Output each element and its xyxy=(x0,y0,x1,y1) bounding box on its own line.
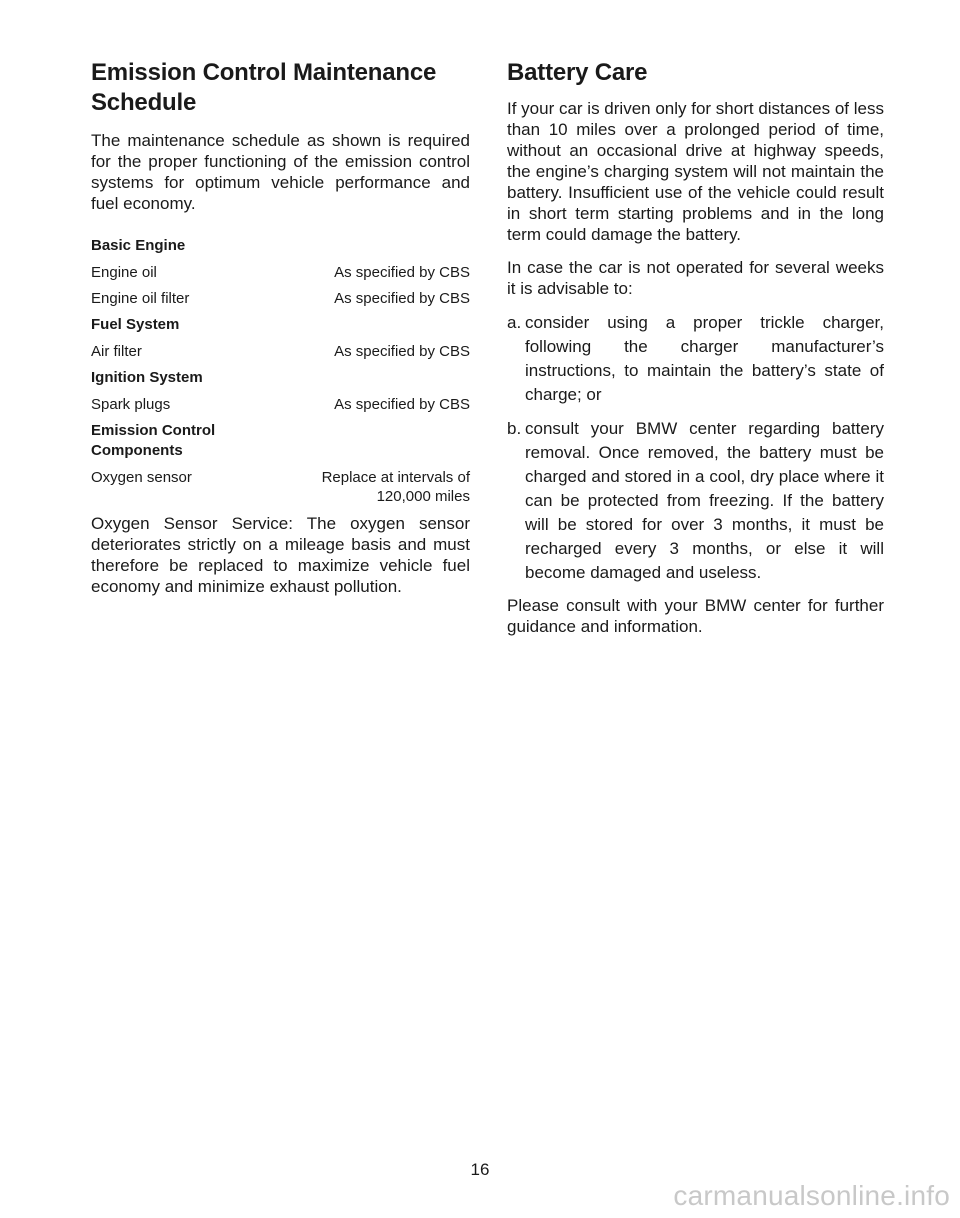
section-emission-control-components xyxy=(91,421,470,461)
section-line-1: Emission Control xyxy=(91,422,216,439)
item-label: Engine oil filter xyxy=(91,290,190,307)
schedule-row-engine-oil-filter xyxy=(91,289,470,308)
item-value: As specified by CBS xyxy=(334,290,470,307)
battery-paragraph-2: In case the car is not operated for several weeks it is advisable to: xyxy=(507,258,884,298)
item-value: As specified by CBS xyxy=(334,343,470,360)
battery-paragraph-3: Please consult with your BMW center for further guidance and information. xyxy=(507,596,884,636)
battery-advice-list xyxy=(507,311,884,585)
section-ignition-system: Ignition System xyxy=(91,369,203,386)
section-fuel-system: Fuel System xyxy=(91,316,180,333)
heading-line-1: Emission Control Maintenance xyxy=(91,59,437,86)
schedule-row-air-filter xyxy=(91,342,470,361)
right-column xyxy=(507,58,884,649)
oxygen-sensor-service-paragraph: Oxygen Sensor Service: The oxygen sensor deteriorates strictly on a mileage basis and must therefore be replaced to maximize vehicle fuel economy and minimize exhaust pollution. xyxy=(91,514,470,596)
item-label: Air filter xyxy=(91,343,142,360)
list-item-text: consult your BMW center regarding battery removal. Once removed, the battery must be charged and stored in a cool, dry place where it can be protected from freezing. If the battery will be stored for over 3 months, it must be recharged every 3 months, or else it will become damaged and useless. xyxy=(525,419,884,582)
section-line-2: Components xyxy=(91,442,183,459)
list-item-text: consider using a proper trickle charger, following the charger manufacturer’s instructions, to maintain the battery’s state of charge; or xyxy=(525,313,884,404)
list-marker: b. xyxy=(507,419,522,438)
left-column xyxy=(91,58,470,609)
schedule-row-oxygen-sensor xyxy=(91,468,470,506)
list-item xyxy=(507,417,884,585)
maintenance-schedule xyxy=(91,236,470,506)
value-line-2: 120,000 miles xyxy=(376,488,470,505)
list-marker: a. xyxy=(507,313,522,332)
battery-care-heading: Battery Care xyxy=(507,59,648,86)
item-label: Oxygen sensor xyxy=(91,469,192,486)
heading-line-2: Schedule xyxy=(91,89,197,116)
emission-schedule-heading xyxy=(91,58,470,118)
schedule-row-engine-oil xyxy=(91,263,470,282)
item-label: Spark plugs xyxy=(91,396,171,413)
schedule-row-spark-plugs xyxy=(91,395,470,414)
battery-paragraph-1: If your car is driven only for short distances of less than 10 miles over a prolonged period of time, without an occasional drive at highway speeds, the engine’s charging system will not maintain the battery. Insufficient use of the vehicle could result in short term starting problems and in the long term could damage the battery. xyxy=(507,99,884,244)
page-number: 16 xyxy=(470,1160,490,1179)
item-value: As specified by CBS xyxy=(334,396,470,413)
item-label: Engine oil xyxy=(91,264,157,281)
watermark: carmanualsonline.info xyxy=(673,1180,950,1211)
item-value xyxy=(300,468,470,506)
value-line-1: Replace at intervals of xyxy=(321,469,470,486)
list-item xyxy=(507,311,884,407)
item-value: As specified by CBS xyxy=(334,264,470,281)
intro-paragraph: The maintenance schedule as shown is required for the proper functioning of the emission control systems for optimum vehicle performance and fuel economy. xyxy=(91,131,470,213)
section-basic-engine: Basic Engine xyxy=(91,237,186,254)
